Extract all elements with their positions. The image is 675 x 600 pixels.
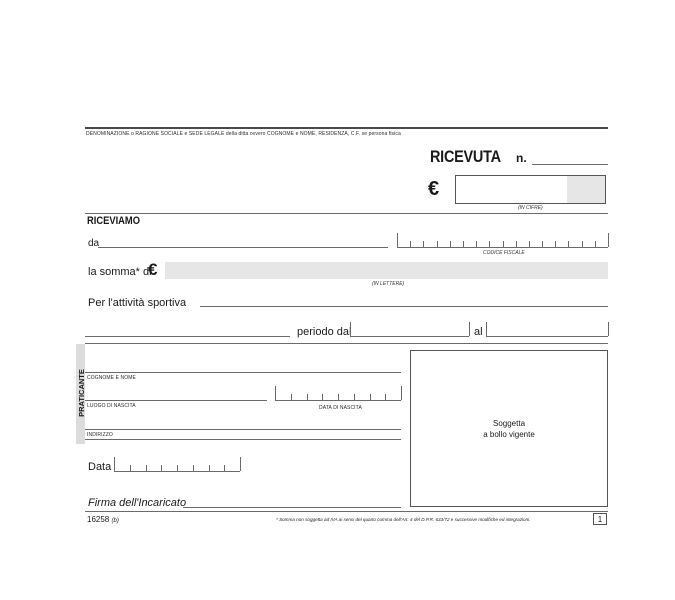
- segment-tick: [401, 386, 402, 400]
- segment-tick: [450, 241, 451, 247]
- cognome-nome-field[interactable]: [85, 372, 401, 373]
- receipt-number-label: n.: [516, 151, 527, 165]
- segment-tick: [423, 241, 424, 247]
- segment-tick: [568, 241, 569, 247]
- indirizzo-caption: INDIRIZZO: [87, 432, 113, 438]
- in-lettere-caption: (IN LETTERE): [372, 281, 405, 287]
- segment-tick: [555, 241, 556, 247]
- segment-tick: [529, 241, 530, 247]
- codice-fiscale-caption: CODICE FISCALE: [483, 250, 525, 256]
- segment-tick: [463, 241, 464, 247]
- segment-tick: [307, 394, 308, 400]
- segment-tick: [240, 457, 241, 471]
- importo-decimali-cell: [567, 176, 605, 203]
- segment-tick: [595, 241, 596, 247]
- riceviamo-heading: RICEVIAMO: [87, 215, 140, 227]
- intestazione-caption: DENOMINAZIONE o RAGIONE SOCIALE e SEDE LEGALE della ditta ovvero COGNOME e NOME, RESIDENZA, C.F. se persona fisica: [86, 131, 401, 137]
- luogo-nascita-field[interactable]: [85, 400, 267, 401]
- segment-tick: [385, 394, 386, 400]
- periodo-dal-label: periodo dal: [297, 326, 352, 338]
- attivita-field-continuation: [85, 336, 290, 337]
- segment-tick: [224, 465, 225, 471]
- segment-tick: [177, 465, 178, 471]
- segment-tick: [437, 241, 438, 247]
- segment-tick: [516, 241, 517, 247]
- praticante-rule: [85, 343, 608, 344]
- top-rule: [85, 127, 608, 129]
- al-label: al: [474, 326, 483, 338]
- periodo-al-field[interactable]: [486, 336, 608, 337]
- firma-field[interactable]: [183, 507, 401, 508]
- importo-lettere-field[interactable]: [165, 262, 608, 279]
- data-label: Data: [88, 461, 112, 473]
- cognome-nome-caption: COGNOME E NOME: [87, 375, 136, 381]
- segment-tick: [476, 241, 477, 247]
- segment-tick: [608, 233, 609, 247]
- segment-tick: [322, 394, 323, 400]
- segment-tick: [114, 457, 115, 471]
- segment-tick: [370, 394, 371, 400]
- segment-tick: [542, 241, 543, 247]
- bollo-line-2: a bollo vigente: [483, 430, 535, 439]
- receipt-number-field[interactable]: [532, 164, 608, 165]
- segment-tick: [503, 241, 504, 247]
- euro-icon: €: [428, 178, 440, 200]
- footer-rule: [85, 511, 608, 512]
- segment-tick: [130, 465, 131, 471]
- data-nascita-caption: DATA DI NASCITA: [319, 405, 362, 411]
- da-label: da: [88, 238, 100, 249]
- bollo-text: [411, 418, 607, 440]
- luogo-nascita-caption: LUOGO DI NASCITA: [87, 403, 136, 409]
- periodo-al-field-edge: [486, 322, 487, 336]
- bollo-box: [410, 350, 608, 507]
- page-number: 1: [593, 513, 607, 525]
- receipt-title: RICEVUTA: [430, 147, 501, 166]
- segment-tick: [582, 241, 583, 247]
- attivita-field[interactable]: [200, 306, 608, 307]
- da-field[interactable]: [98, 247, 388, 248]
- segment-tick: [193, 465, 194, 471]
- euro-icon: €: [148, 260, 158, 279]
- segment-tick: [397, 233, 398, 247]
- praticante-side-label: PRATICANTE: [76, 369, 86, 417]
- indirizzo-field-extra[interactable]: [85, 439, 401, 440]
- segment-tick: [338, 394, 339, 400]
- importo-cifre-field[interactable]: [455, 175, 606, 204]
- bollo-line-1: Soggetta: [492, 419, 526, 428]
- data-nascita-field[interactable]: [275, 387, 401, 401]
- form-code: 16258 (b): [87, 515, 119, 524]
- periodo-al-field-edge: [608, 322, 609, 336]
- segment-tick: [291, 394, 292, 400]
- indirizzo-field[interactable]: [85, 429, 401, 430]
- section-rule: [85, 213, 608, 214]
- in-cifre-caption: (IN CIFRE): [518, 205, 543, 211]
- codice-fiscale-field[interactable]: [397, 234, 608, 248]
- segment-tick: [209, 465, 210, 471]
- somma-label: la somma* di: [88, 266, 152, 278]
- segment-tick: [275, 386, 276, 400]
- segment-tick: [410, 241, 411, 247]
- data-field[interactable]: [114, 458, 240, 472]
- segment-tick: [489, 241, 490, 247]
- segment-tick: [161, 465, 162, 471]
- segment-tick: [146, 465, 147, 471]
- periodo-dal-field[interactable]: [350, 336, 469, 337]
- attivita-label: Per l'attività sportiva: [88, 297, 187, 309]
- segment-tick: [354, 394, 355, 400]
- periodo-dal-field-edge: [350, 322, 351, 336]
- iva-note: * Somma non soggetta ad IVA ai sensi del quarto comma dell'Art. 4 del D.P.R. 633/72 e successive modifiche ed integrazioni.: [276, 517, 531, 522]
- firma-label: Firma dell'Incaricato: [88, 497, 187, 509]
- periodo-dal-field-edge: [469, 322, 470, 336]
